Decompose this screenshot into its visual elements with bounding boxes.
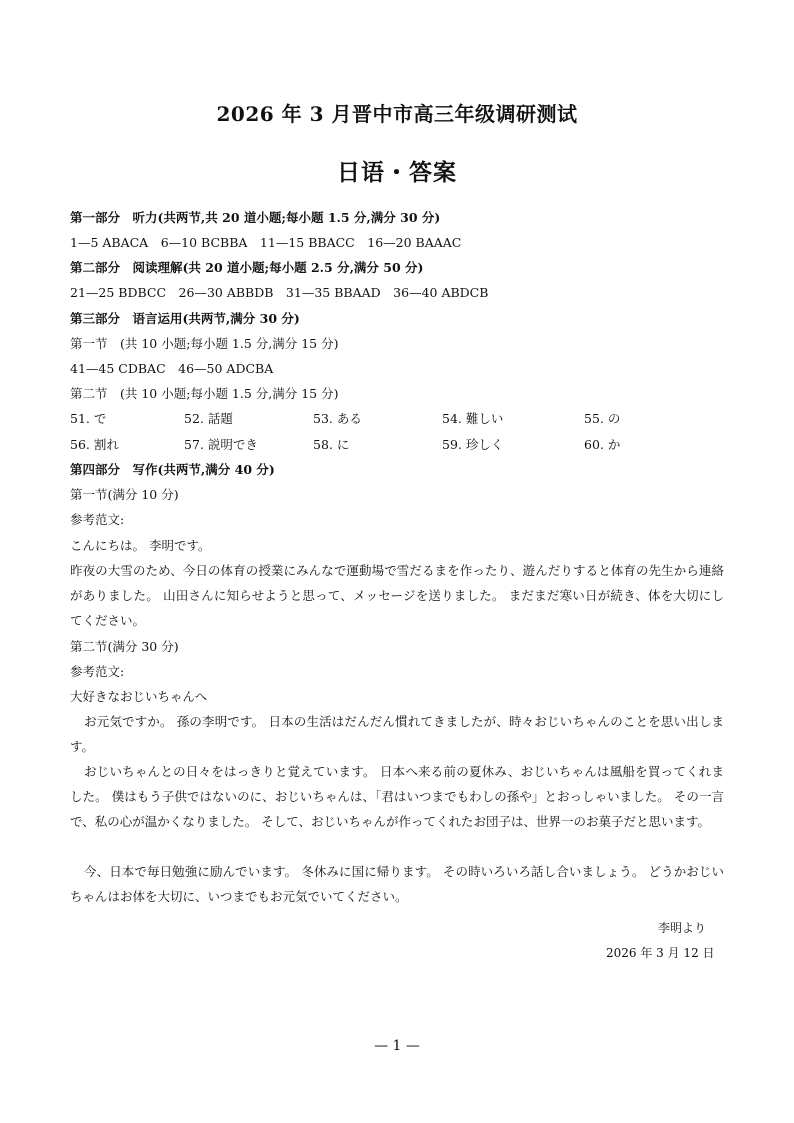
fill-answer: 55. の xyxy=(584,411,621,426)
page-title: 2026 年 3 月晋中市高三年级调研测试 xyxy=(216,102,578,126)
part3-section1-answers: 41—45 CDBAC 46—50 ADCBA xyxy=(70,361,274,376)
fill-answer: 54. 難しい xyxy=(442,411,504,426)
essay2-paragraph: おじいちゃんとの日々をはっきりと覚えています。 日本へ来る前の夏休み、おじいちゃんは風船を買ってくれました。 僕はもう子供ではないのに、おじいちゃんは、「君はいつまでもわしの孫や」とおっしゃいました。 その一言で、私の心が温かくなりました。 そして、おじいちゃんが作ってくれたお団子は、世界一のお菓子だと思います。 xyxy=(70,764,724,829)
essay1-paragraph: 昨夜の大雪のため、今日の体育の授業にみんなで運動場で雪だるまを作ったり、遊んだりすると体育の先生から連絡がありました。 山田さんに知らせようと思って、メッセージを送りました。 まだまだ寒い日が続き、体を大切にしてください。 xyxy=(70,563,724,628)
part1-heading: 第一部分 听力(共两节,共 20 道小题;每小题 1.5 分,满分 30 分) xyxy=(70,210,441,225)
essay1-line: こんにちは。 李明です。 xyxy=(70,538,211,553)
fill-answer: 56. 割れ xyxy=(70,437,119,452)
part3-section1-heading: 第一节 (共 10 小题;每小题 1.5 分,满分 15 分) xyxy=(70,336,339,351)
part4-heading: 第四部分 写作(共两节,满分 40 分) xyxy=(70,462,275,477)
part3-heading: 第三部分 语言运用(共两节,满分 30 分) xyxy=(70,311,300,326)
part2-heading: 第二部分 阅读理解(共 20 道小题;每小题 2.5 分,满分 50 分) xyxy=(70,260,424,275)
fill-answer: 59. 珍しく xyxy=(442,437,504,452)
page-number: — 1 — xyxy=(374,1038,420,1054)
part4-section2-heading: 第二节(满分 30 分) xyxy=(70,639,179,654)
fill-answer: 52. 話題 xyxy=(184,411,233,426)
essay2-greeting: 大好きなおじいちゃんへ xyxy=(70,689,208,704)
fill-answer: 57. 説明でき xyxy=(184,437,258,452)
fill-answer: 51. で xyxy=(70,411,107,426)
signature: 李明より xyxy=(658,921,707,935)
fill-answer: 53. ある xyxy=(313,411,362,426)
sample-label: 参考范文: xyxy=(70,512,125,527)
fill-answer: 60. か xyxy=(584,437,621,452)
letter-date: 2026 年 3 月 12 日 xyxy=(606,946,715,960)
part2-answers: 21—25 BDBCC 26—30 ABBDB 31—35 BBAAD 36—40 ABDCB xyxy=(70,285,489,300)
fill-answer: 58. に xyxy=(313,437,350,452)
page-subtitle: 日语・答案 xyxy=(337,159,457,186)
essay2-paragraph: 今、日本で毎日勉強に励んでいます。 冬休みに国に帰ります。 その時いろいろ話し合いましょう。 どうかおじいちゃんはお体を大切に、いつまでもお元気でいてください。 xyxy=(70,864,724,904)
part3-section2-heading: 第二节 (共 10 小题;每小题 1.5 分,满分 15 分) xyxy=(70,386,339,401)
essay2-paragraph: お元気ですか。 孫の李明です。 日本の生活はだんだん慣れてきましたが、時々おじいちゃんのことを思い出します。 xyxy=(70,714,724,754)
part4-section1-heading: 第一节(满分 10 分) xyxy=(70,487,179,502)
part1-answers: 1—5 ABACA 6—10 BCBBA 11—15 BBACC 16—20 BAAAC xyxy=(70,235,462,250)
sample-label: 参考范文: xyxy=(70,664,125,679)
